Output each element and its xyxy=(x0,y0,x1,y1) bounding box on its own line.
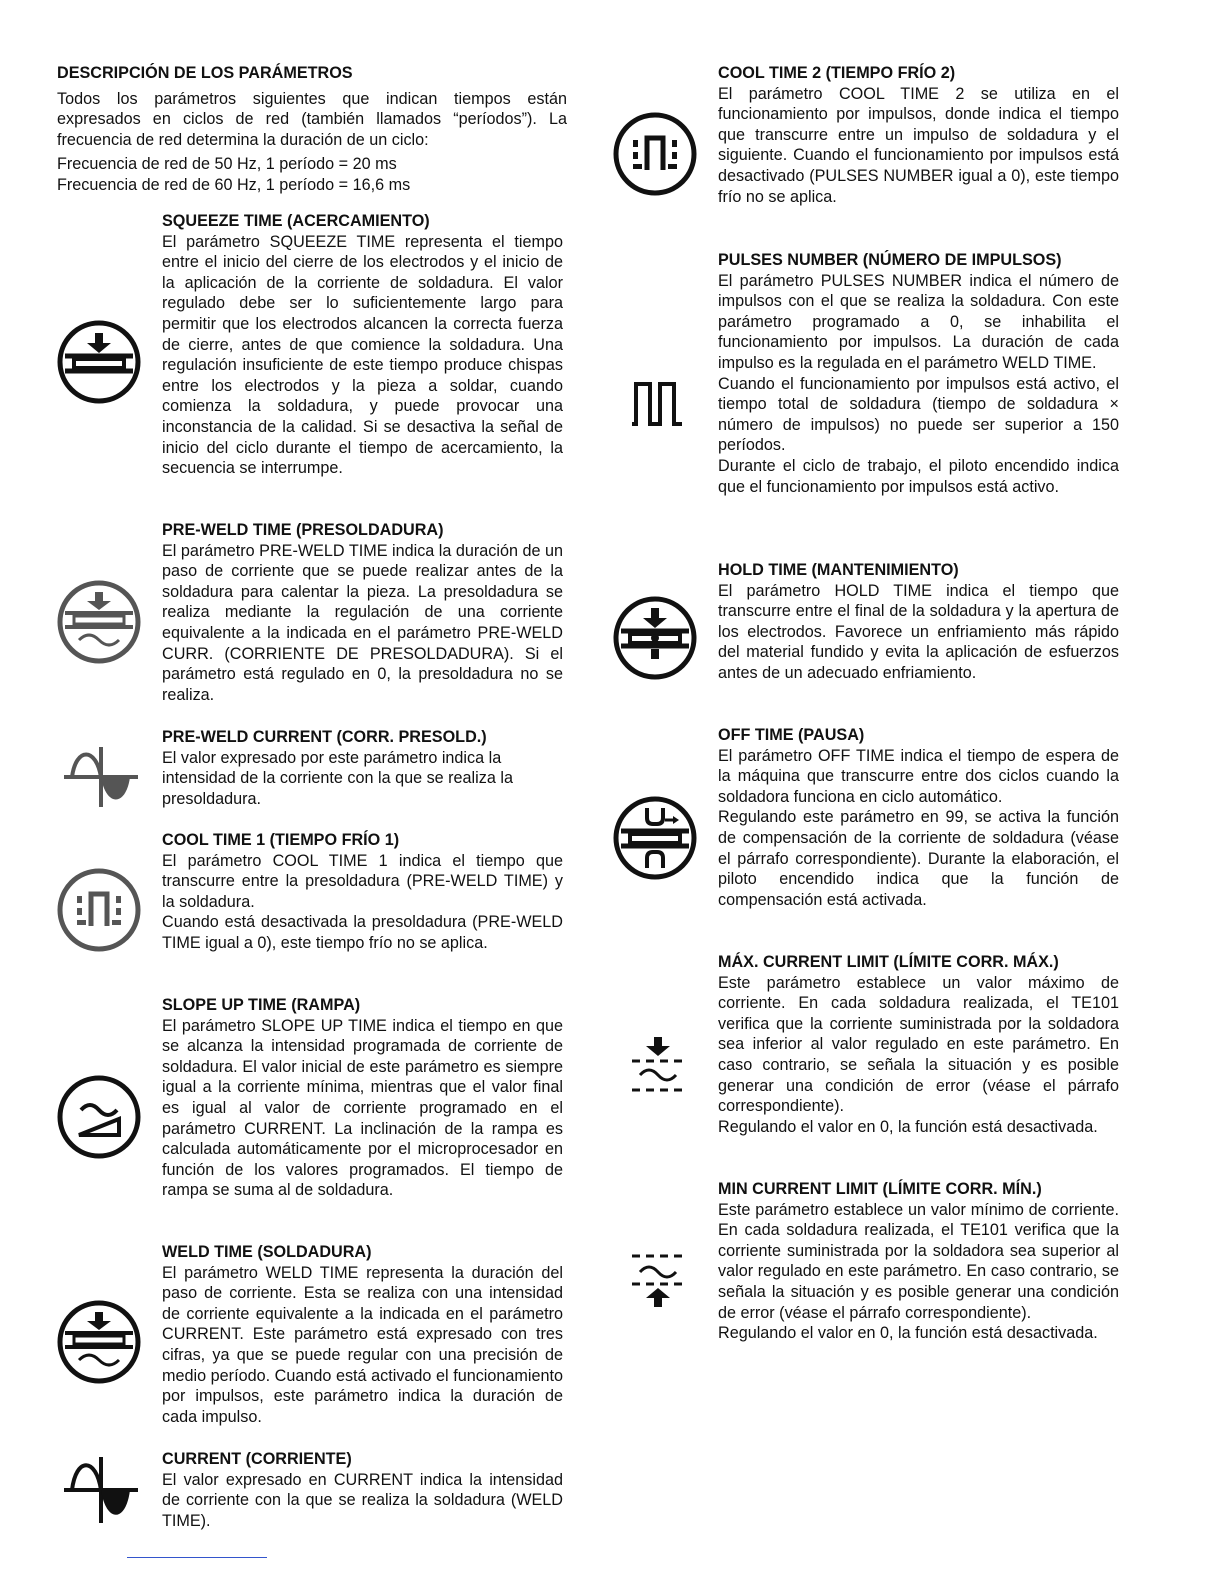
section-text: El parámetro PRE-WELD TIME indica la duración de un paso de corriente que se puede realizar antes de la soldadura para calentar la pieza. La presoldadura se realiza mediante la regulación de una corriente equivalente a la indicada en el parámetro PRE-WELD CURR. (CORRIENTE DE PRESOLDADURA). Si el parámetro está regulado en 0, la presoldadura no se realiza. xyxy=(162,541,563,704)
section-title: PRE-WELD CURRENT (CORR. PRESOLD.) xyxy=(162,728,487,746)
section-text: Este parámetro establece un valor máximo de corriente. En cada soldadura realizada, el TE101 verifica que la corriente suministrada por la soldadora sea inferior al valor regulado en este parámetro. En caso contrario, se señala la situación y es posible generar una condición de error (véase el párrafo correspondiente). Regulando el valor en 0, la función está desactivada. xyxy=(718,973,1119,1136)
section-off-time xyxy=(718,725,1119,910)
section-title: SQUEEZE TIME (ACERCAMIENTO) xyxy=(162,212,430,230)
section-cool-time-1 xyxy=(162,830,563,954)
section-hold-time xyxy=(718,560,1119,684)
section-text: El parámetro COOL TIME 1 indica el tiempo que transcurre entre la presoldadura (PRE-WELD TIME) y la soldadura. Cuando está desactivada la presoldadura (PRE-WELD TIME igual a 0), este tiempo frío no se aplica. xyxy=(162,851,563,952)
section-title: OFF TIME (PAUSA) xyxy=(718,726,865,744)
section-title: CURRENT (CORRIENTE) xyxy=(162,1450,352,1468)
section-pre-weld-current xyxy=(162,727,563,809)
section-max-current-limit xyxy=(718,952,1119,1137)
intro-line-60hz: Frecuencia de red de 60 Hz, 1 período = 16,6 ms xyxy=(57,175,411,194)
section-title: COOL TIME 1 (TIEMPO FRÍO 1) xyxy=(162,831,400,849)
section-title: MIN CURRENT LIMIT (LÍMITE CORR. MÍN.) xyxy=(718,1180,1042,1198)
intro-text: Todos los parámetros siguientes que indican tiempos están expresados en ciclos de red (también llamados “períodos”). La frecuencia de red determina la duración de un ciclo: xyxy=(57,89,567,149)
intro-line-50hz: Frecuencia de red de 50 Hz, 1 período = 20 ms xyxy=(57,155,397,174)
section-text: El parámetro SQUEEZE TIME representa el tiempo entre el inicio del cierre de los electrodos y el inicio de la aplicación de la corriente de soldadura. El valor regulado debe ser lo suficientemente largo para permitir que los electrodos alcancen la correcta fuerza de cierre, antes de que comience la soldadura. Una regulación insuficiente de este tiempo produce chispas entre los electrodos y la pieza a soldar, cuando comienza la soldadura, y puede provocar una inconstancia de la calidad. Si se desactiva la señal de inicio del ciclo durante el tiempo de acercamiento, la secuencia se interrumpe. xyxy=(162,232,563,478)
slope-up-icon xyxy=(57,1075,141,1159)
section-title: WELD TIME (SOLDADURA) xyxy=(162,1243,372,1261)
section-pulses-number xyxy=(718,250,1119,497)
section-squeeze-time xyxy=(162,211,563,479)
section-text: El parámetro WELD TIME representa la duración del paso de corriente. Esta se realiza con una intensidad de corriente equivalente a la indicada en el parámetro CURRENT. Este parámetro está expresado con tres cifras, ya que se puede regular con una precisión de medio período. Cuando está activado el funcionamiento por impulsos, este parámetro indica la duración de cada impulso. xyxy=(162,1263,563,1426)
squeeze-icon xyxy=(57,320,141,404)
section-cool-time-2 xyxy=(718,63,1119,207)
cool-time-1-icon xyxy=(57,868,141,952)
cool-time-2-icon xyxy=(613,112,697,196)
section-text: Este parámetro establece un valor mínimo de corriente. En cada soldadura realizada, el TE101 verifica que la corriente suministrada por la soldadora sea superior al valor regulado en este parámetro. En caso contrario, se señala la situación y es posible generar una condición de error (véase el párrafo correspondiente). Regulando el valor en 0, la función está desactivada. xyxy=(718,1200,1119,1343)
section-title: PRE-WELD TIME (PRESOLDADURA) xyxy=(162,521,444,539)
section-title: HOLD TIME (MANTENIMIENTO) xyxy=(718,561,959,579)
section-text: El valor expresado por este parámetro indica la intensidad de la corriente con la que se realiza la presoldadura. xyxy=(162,748,513,808)
pre-weld-current-icon xyxy=(64,745,138,809)
section-title: PULSES NUMBER (NÚMERO DE IMPULSOS) xyxy=(718,251,1062,269)
weld-time-icon xyxy=(57,1300,141,1384)
intro-section xyxy=(57,63,567,196)
section-text: El valor expresado en CURRENT indica la intensidad de corriente con la que se realiza la soldadura (WELD TIME). xyxy=(162,1470,563,1530)
min-current-limit-icon xyxy=(630,1250,686,1310)
current-icon xyxy=(64,1455,138,1525)
section-title: MÁX. CURRENT LIMIT (LÍMITE CORR. MÁX.) xyxy=(718,953,1059,971)
section-weld-time xyxy=(162,1242,563,1427)
section-text: El parámetro PULSES NUMBER indica el número de impulsos con el que se realiza la soldadura. Con este parámetro programado a 0, se inhabilita el funcionamiento por impulsos. La duración de cada impulso es la regulada en el parámetro WELD TIME. Cuando el funcionamiento por impulsos está activo, el tiempo total de soldadura (tiempo de soldadura × número de impulsos) no puede ser superior a 150 períodos. Durante el ciclo de trabajo, el piloto encendido indica que el funcionamiento por impulsos está activo. xyxy=(718,271,1119,496)
hold-time-icon xyxy=(613,596,697,680)
section-text: El parámetro HOLD TIME indica el tiempo que transcurre entre el final de la soldadura y la apertura de los electrodos. Favorece un enfriamiento más rápido del material fundido y evita la aplicación de esfuerzos antes de un adecuado enfriamiento. xyxy=(718,581,1119,682)
max-current-limit-icon xyxy=(630,1035,686,1095)
section-pre-weld-time xyxy=(162,520,563,705)
off-time-icon xyxy=(613,796,697,880)
section-text: El parámetro SLOPE UP TIME indica el tiempo en que se alcanza la intensidad programada de corriente de soldadura. El valor inicial de este parámetro es siempre igual a la corriente mínima, mientras que el valor final es igual al valor de corriente programado en el parámetro CURRENT. La inclinación de la rampa es calculada automáticamente por el microprocesador en función de los valores programados. El tiempo de rampa se suma al de soldadura. xyxy=(162,1016,563,1200)
footer-link-line xyxy=(127,1557,267,1558)
section-title: SLOPE UP TIME (RAMPA) xyxy=(162,996,361,1014)
section-slope-up-time xyxy=(162,995,563,1201)
pre-weld-time-icon xyxy=(57,580,141,664)
section-text: El parámetro COOL TIME 2 se utiliza en el funcionamiento por impulsos, donde indica el tiempo que transcurre entre un impulso de soldadura y el siguiente. Cuando el funcionamiento por impulsos está desactivado (PULSES NUMBER igual a 0), este tiempo frío no se aplica. xyxy=(718,84,1119,206)
pulses-icon xyxy=(630,380,690,426)
section-text: El parámetro OFF TIME indica el tiempo de espera de la máquina que transcurre entre dos ciclos cuando la soldadora funciona en ciclo automático. Regulando este parámetro en 99, se activa la función de compensación de la corriente de soldadura (véase el párrafo correspondiente). Durante la elaboración, el piloto encendido indica que la función de compensación está activada. xyxy=(718,746,1119,909)
section-current xyxy=(162,1449,563,1531)
section-min-current-limit xyxy=(718,1179,1119,1344)
section-title: COOL TIME 2 (TIEMPO FRÍO 2) xyxy=(718,64,956,82)
intro-title: DESCRIPCIÓN DE LOS PARÁMETROS xyxy=(57,64,353,82)
